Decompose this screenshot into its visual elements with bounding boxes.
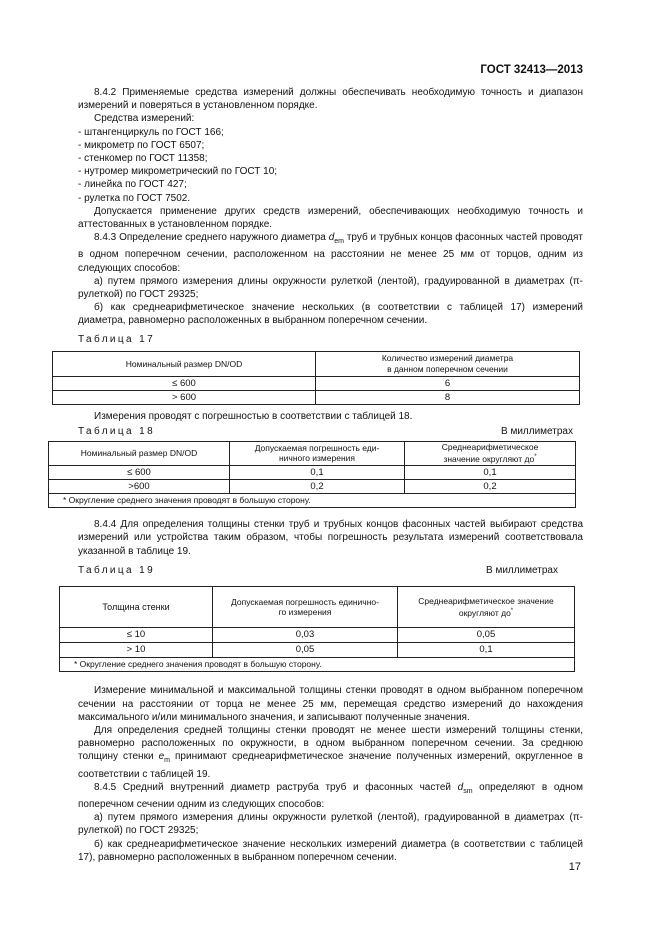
table-18-caption-row: [78, 425, 583, 438]
table-18-units: В миллиметрах: [501, 426, 573, 438]
list-item: - нутромер микрометрический по ГОСТ 10;: [78, 166, 278, 178]
list-item: - стенкомер по ГОСТ 11358;: [78, 153, 208, 165]
table-18-caption: Таблица 18: [78, 426, 156, 438]
method-a: а) путем прямого измерения длины окружности рулеткой (лентой), градуированной в диаметрах (π-рулеткой) по ГОСТ 29325;: [78, 812, 583, 837]
table-row: >600 0,2 0,2: [49, 479, 576, 493]
table-17-caption: Таблица 17: [78, 333, 156, 345]
table-17-caption-row: [78, 333, 583, 346]
document-header: ГОСТ 32413—2013: [480, 64, 583, 76]
table-row: > 600 8: [53, 391, 580, 405]
table-row: ≤ 600 6: [53, 376, 580, 390]
table-19-caption-row: [78, 564, 583, 577]
list-item: - рулетка по ГОСТ 7502.: [78, 192, 191, 204]
paragraph-average-thickness: Для определения средней толщины стенки проводят не менее шести измерений толщины стенки, равномерно расположенных по окружности, в одном выбранном поперечном сечении. За среднюю толщину стенки $e_m$ принимают среднеарифметическое значение полученных измерений, округленное в соответствии с таблицей 19.: [78, 724, 583, 780]
table-17-header-count: Количество измерений диаметра в данном поперечном сечении: [316, 351, 580, 376]
method-a: а) путем прямого измерения длины окружности рулеткой (лентой), градуированной в диаметрах (π-рулеткой) по ГОСТ 29325;: [78, 275, 583, 301]
paragraph-8-4-5: 8.4.5 Средний внутренний диаметр раструба труб и фасонных частей $d_{sm}$ определяют в одном поперечном сечении одним из следующих способов:: [78, 781, 583, 810]
table-19-header-thickness: Толщина стенки: [60, 587, 213, 628]
table-17: [52, 351, 580, 405]
list-item: - штангенциркуль по ГОСТ 166;: [78, 126, 224, 138]
page-content: [63, 86, 583, 864]
list-title: Средства измерений:: [94, 113, 195, 125]
table-19: [59, 586, 575, 672]
table-18: [48, 441, 576, 509]
paragraph-8-4-4: 8.4.4 Для определения толщины стенки труб и трубных концов фасонных частей выбирают средства измерений или устройства таким образом, чтобы погрешность результата измерений соответствовала указанной в таблице 19.: [78, 519, 583, 557]
table-18-intro: Измерения проводят с погрешностью в соответствии с таблицей 18.: [94, 411, 413, 423]
table-17-header-size: Номинальный размер DN/OD: [53, 351, 316, 376]
table-row: > 10 0,05 0,1: [60, 643, 575, 658]
list-item: - линейка по ГОСТ 427;: [78, 179, 187, 191]
instrument-list: [78, 112, 583, 204]
method-b: б) как среднеарифметическое значение нескольких измерений диаметра (в соответствии с таблицей 17), равномерно расположенных в выбранном поперечном сечении.: [78, 838, 583, 863]
list-item: - микрометр по ГОСТ 6507;: [78, 139, 205, 151]
table-18-note: * Округление среднего значения проводят в большую сторону.: [49, 494, 576, 508]
table-row: ≤ 10 0,03 0,05: [60, 628, 575, 643]
table-19-header-error: Допускаемая погрешность единично- го измерения: [213, 587, 398, 628]
table-19-header-rounding: Среднеарифметическое значение округляют до*: [398, 587, 575, 628]
method-b: б) как среднеарифметическое значение нескольких (в соответствии с таблицей 17) измерений диаметра, равномерно расположенных в выбранном поперечном сечении.: [78, 302, 583, 327]
paragraph-allowed-instruments: Допускается применение других средств измерений, обеспечивающих необходимую точность и аттестованных в установленном порядке.: [78, 205, 583, 231]
paragraph-8-4-3: 8.4.3 Определение среднего наружного диаметра $d_{em}$ труб и трубных концов фасонных частей проводят в одном поперечном сечении, расположенном на расстоянии не менее 25 мм от торцов, одним из следующих способов:: [78, 232, 583, 274]
table-18-header-rounding: Среднеарифметическое значение округляют до*: [405, 441, 576, 465]
table-19-caption: Таблица 19: [78, 564, 156, 576]
table-18-header-error: Допускаемая погрешность еди- ничного измерения: [230, 441, 405, 465]
table-19-units: В миллиметрах: [486, 564, 558, 576]
paragraph-8-4-2: 8.4.2 Применяемые средства измерений должны обеспечивать необходимую точность и диапазон измерений и поверяться в установленном порядке.: [78, 87, 583, 112]
table-row: ≤ 600 0,1 0,1: [49, 465, 576, 479]
table-19-note: * Округление среднего значения проводят в большую сторону.: [60, 658, 575, 672]
table-18-header-size: Номинальный размер DN/OD: [49, 441, 230, 465]
paragraph-min-max-thickness: Измерение минимальной и максимальной толщины стенки проводят в одном выбранном поперечном сечении на расстоянии от торца не менее 25 мм, перемещая средство измерений до нахождения максимального и/или минимального значения, и записывают полученные значения.: [78, 685, 583, 723]
page-number: 17: [568, 861, 581, 873]
